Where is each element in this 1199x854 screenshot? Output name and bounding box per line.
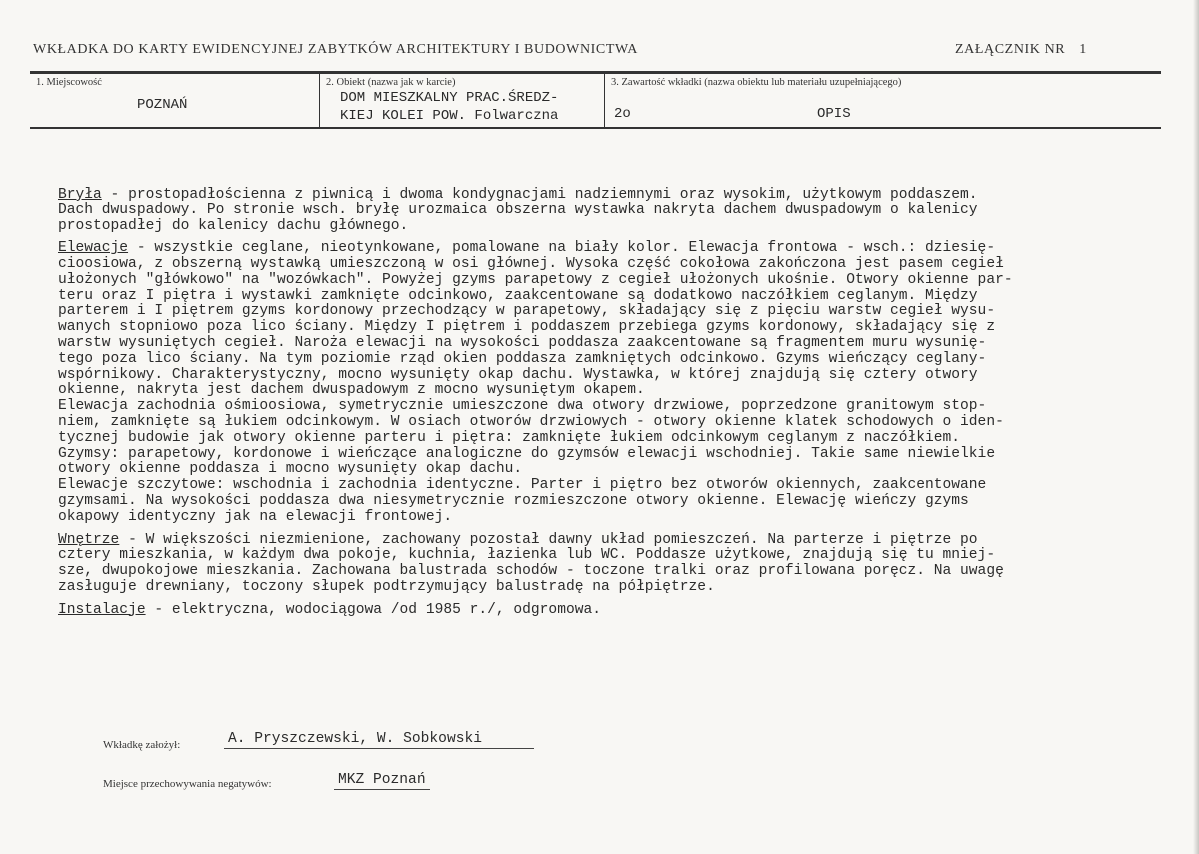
paragraph-line bbox=[58, 188, 1153, 203]
content-label: 3. Zawartość wkładki (nazwa obiektu lub materiału uzupełniającego) bbox=[611, 77, 902, 88]
header-top-rule bbox=[30, 71, 1161, 74]
paragraph-wnetrze bbox=[58, 533, 1153, 596]
paragraph-line: cztery mieszkania, w każdym dwa pokoje, kuchnia, łazienka lub WC. Poddasze użytkowe, znajdują się tu mniej- bbox=[58, 547, 996, 564]
card-title: WKŁADKA DO KARTY EWIDENCYJNEJ ZABYTKÓW ARCHITEKTURY I BUDOWNICTWA bbox=[33, 42, 638, 57]
column-divider-1 bbox=[319, 74, 320, 127]
paragraph-line: okienne, nakryta jest dachem dwuspadowym z mocno wysuniętym okapem. bbox=[58, 382, 645, 399]
card-edge-shadow bbox=[1193, 0, 1199, 854]
section-heading-elewacje: Elewacje bbox=[58, 240, 129, 257]
paragraph-line: Gzymsy: parapetowy, kordonowe i wieńczące analogiczne do gzymsów elewacji wschodniej. Takie same niewielkie bbox=[58, 445, 996, 462]
paragraph-line bbox=[58, 533, 1153, 549]
paragraph-line: prostopadłej do kalenicy dachu głównego. bbox=[58, 217, 409, 234]
annex-label bbox=[955, 42, 1087, 58]
paragraph-line bbox=[58, 241, 1153, 257]
paragraph-line: ułożonych "główkowo" na "wozówkach". Powyżej gzyms parapetowy z cegieł ułożonych ukośnie. Otwory okienne par- bbox=[58, 271, 1013, 288]
section-heading-instalacje: Instalacje bbox=[58, 601, 146, 618]
author-value: A. Pryszczewski, W. Sobkowski bbox=[224, 731, 534, 749]
paragraph-line: cioosiowa, z obszerną wystawką umieszczoną w osi głównej. Wysoka część cokołowa zakończona jest pasem cegieł bbox=[58, 256, 1004, 273]
paragraph-text: - elektryczna, wodociągowa /od 1985 r./, odgromowa. bbox=[145, 601, 601, 618]
header-bottom-rule bbox=[30, 127, 1161, 129]
storage-label: Miejsce przechowywania negatywów: bbox=[103, 778, 272, 790]
paragraph-elewacje bbox=[58, 241, 1153, 525]
paragraph-line: gzymsami. Na wysokości poddasza dwa niesymetrycznie rozmieszczone otwory okienne. Elewację wieńczy gzyms bbox=[58, 492, 969, 509]
paragraph-line bbox=[58, 603, 1153, 619]
description-body bbox=[58, 188, 1153, 626]
object-line-1: DOM MIESZKALNY PRAC.ŚREDZ- bbox=[340, 90, 559, 106]
paragraph-line: otwory okienne poddasza i mocno wysunięty okap dachu. bbox=[58, 461, 523, 478]
section-heading-bryla: Bryła bbox=[58, 187, 102, 203]
section-heading-wnetrze: Wnętrze bbox=[58, 531, 120, 548]
paragraph-line: teru oraz I piętra i wystawki zamknięte odcinkowo, zaakcentowane są dodatkowo naczółkiem ceglanym. Między bbox=[58, 287, 978, 304]
paragraph-bryla bbox=[58, 188, 1153, 234]
paragraph-line: parterem i I piętrem gzyms kordonowy przechodzący w parapetowy, składający się z pięciu warstw cegieł wysu- bbox=[58, 303, 996, 320]
annex-label-text: ZAŁĄCZNIK NR bbox=[955, 42, 1066, 57]
paragraph-line: niem, zamknięte są łukiem odcinkowym. W osiach otworów drzwiowych - otwory okienne klatek schodowych o iden- bbox=[58, 413, 1004, 430]
content-number: 2o bbox=[614, 106, 631, 122]
paragraph-line: tego poza lico ściany. Na tym poziomie rząd okien poddasza zamkniętych odcinkowo. Gzyms wieńczący ceglany- bbox=[58, 350, 987, 367]
paragraph-line: wspórnikowy. Charakterystyczny, mocno wysunięty okap dachu. Wystawka, w której znajdują się cztery otwory bbox=[58, 366, 978, 383]
author-label: Wkładkę założył: bbox=[103, 739, 181, 751]
object-line-2: KIEJ KOLEI POW. Folwarczna bbox=[340, 108, 559, 124]
paragraph-line: sze, dwupokojowe mieszkania. Zachowana balustrada schodów - toczone tralki oraz profilowana poręcz. Na uwagę bbox=[58, 563, 1004, 580]
paragraph-instalacje bbox=[58, 603, 1153, 619]
annex-number: 1 bbox=[1079, 42, 1087, 57]
storage-value: MKZ Poznań bbox=[334, 772, 430, 790]
object-label: 2. Obiekt (nazwa jak w karcie) bbox=[326, 77, 456, 88]
paragraph-text: - wszystkie ceglane, nieotynkowane, pomalowane na biały kolor. Elewacja frontowa - wsch.: dziesię- bbox=[128, 240, 996, 257]
paragraph-line: tycznej budowie jak otwory okienne parteru i piętra: zamknięte łukiem odcinkowym ceglanym z naczółkiem. bbox=[58, 429, 961, 446]
paragraph-text: - prostopadłościenna z piwnicą i dwoma kondygnacjami nadziemnymi oraz wysokim, użytkowym poddaszem. bbox=[101, 187, 978, 203]
paragraph-line: Elewacja zachodnia ośmioosiowa, symetrycznie umieszczone dwa otwory drzwiowe, poprzedzone granitowym stop- bbox=[58, 398, 987, 415]
paragraph-line: zasługuje drewniany, toczony słupek podtrzymujący balustradę na półpiętrze. bbox=[58, 578, 715, 595]
location-value: POZNAŃ bbox=[137, 97, 188, 113]
paragraph-line: warstw wysuniętych cegieł. Naroża elewacji na wysokości poddasza zaakcentowane są fragmentem muru wysunię- bbox=[58, 335, 987, 351]
location-label: 1. Miejscowość bbox=[36, 77, 102, 88]
content-value: OPIS bbox=[817, 106, 851, 122]
paragraph-line: wanych stopniowo poza lico ściany. Między I piętrem i poddaszem przebiega gzyms kordonowy, składający się z bbox=[58, 319, 996, 336]
object-value bbox=[340, 89, 605, 125]
paragraph-line: Elewacje szczytowe: wschodnia i zachodnia identyczne. Parter i piętro bez otworów okiennych, zaakcentowane bbox=[58, 477, 987, 494]
paragraph-line: okapowy identyczny jak na elewacji frontowej. bbox=[58, 508, 453, 525]
paragraph-text: - W większości niezmienione, zachowany pozostał dawny układ pomieszczeń. Na parterze i piętrze po bbox=[119, 531, 978, 548]
paragraph-line: Dach dwuspadowy. Po stronie wsch. bryłę urozmaica obszerna wystawka nakryta dachem dwuspadowym o kalenicy bbox=[58, 202, 978, 219]
